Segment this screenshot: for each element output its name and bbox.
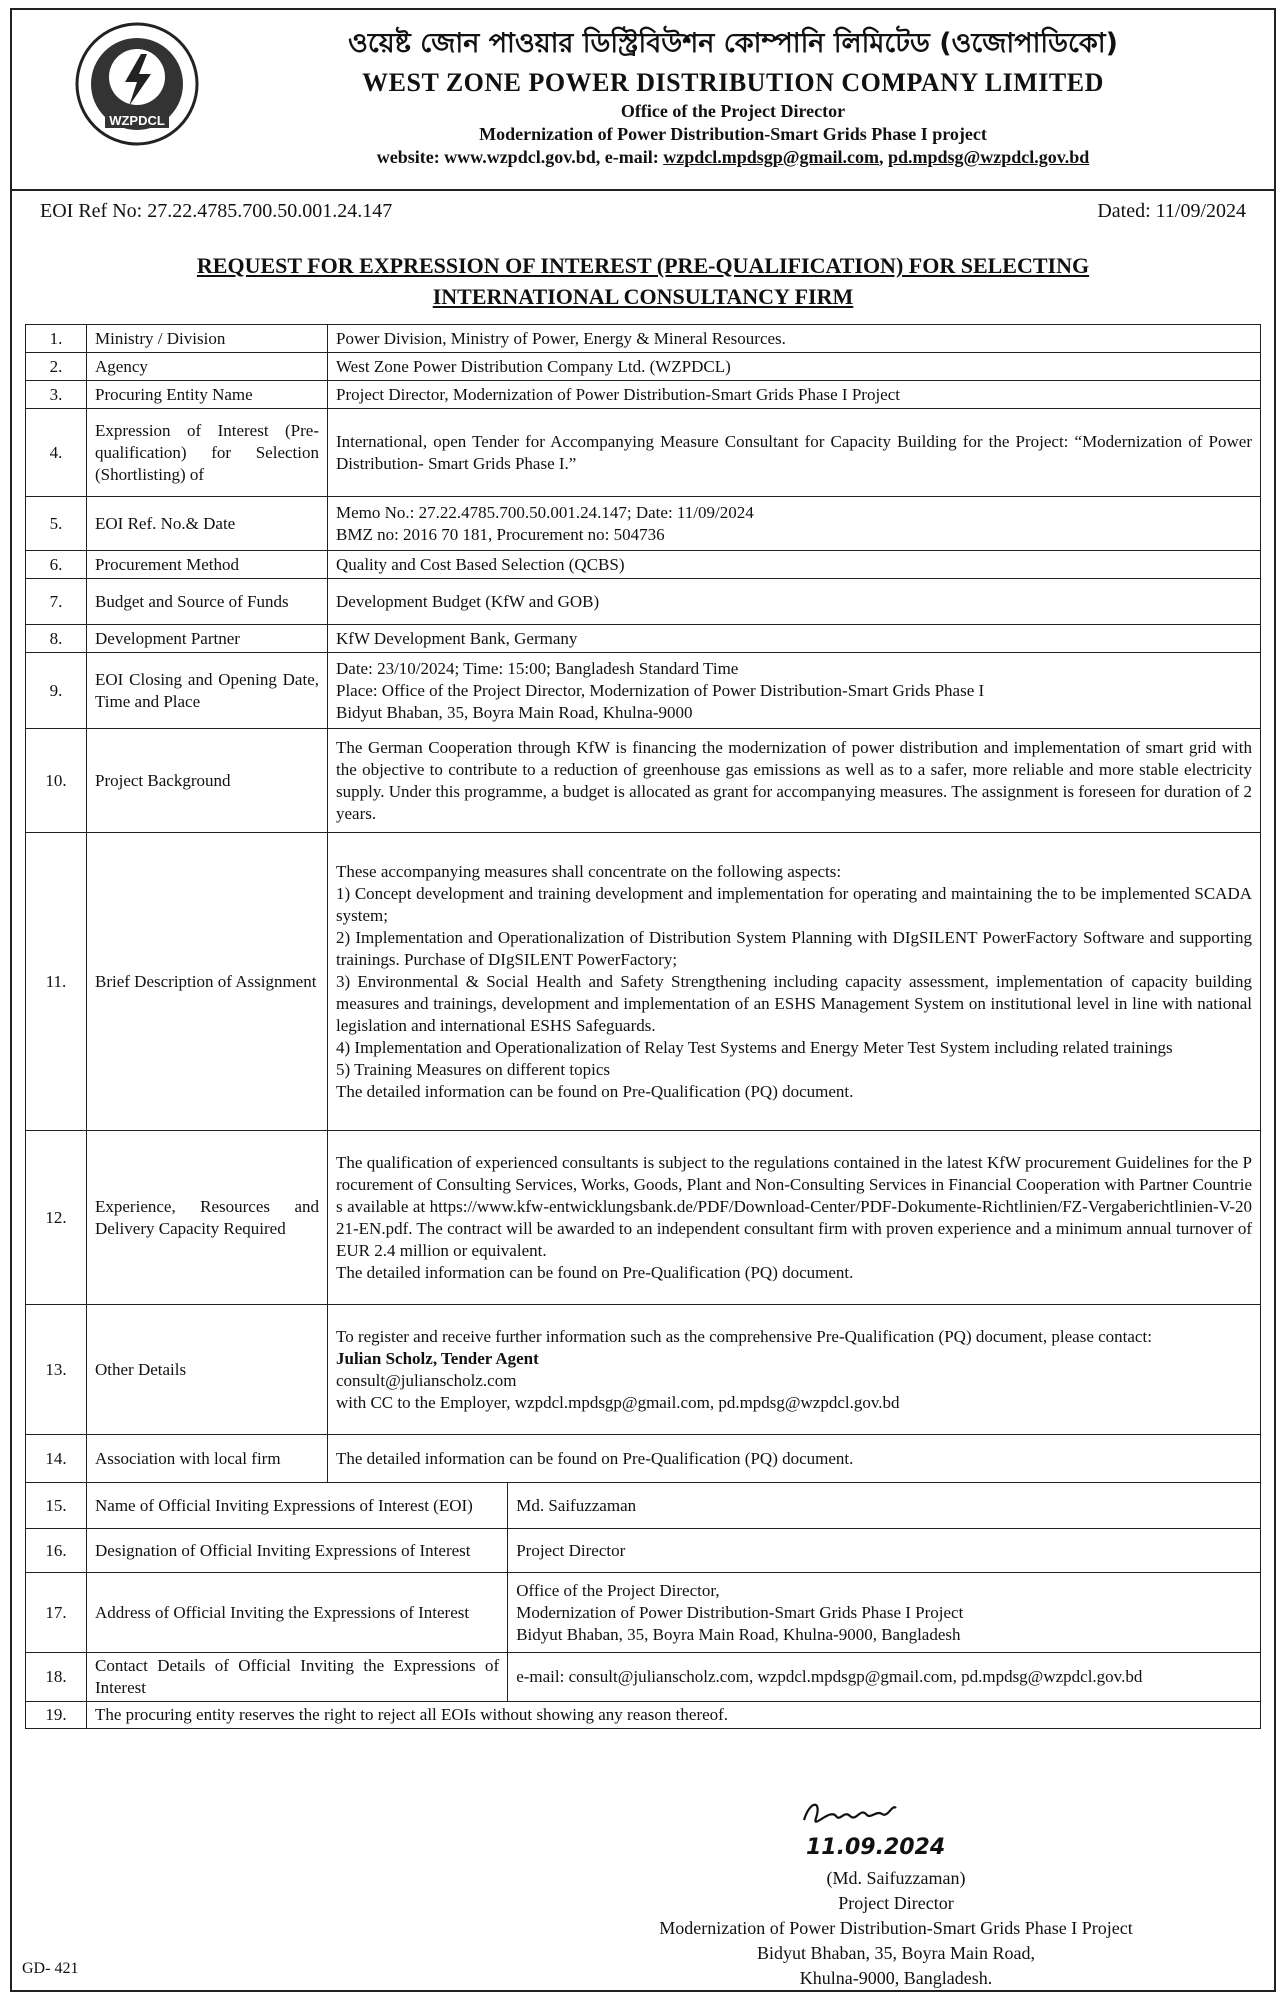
signature-date: 11.09.2024 <box>806 1835 946 1860</box>
row-value: Md. Saifuzzaman <box>508 1483 1261 1529</box>
official-address-2: Modernization of Power Distribution-Smart Grids Phase I Project <box>516 1602 964 1622</box>
row-label: Development Partner <box>87 625 328 653</box>
row-number: 12. <box>26 1131 87 1305</box>
signature-block <box>560 1866 1176 1991</box>
logo-text: WZPDCL <box>109 113 165 128</box>
row-number: 17. <box>26 1573 87 1653</box>
closing-date: Date: 23/10/2024; Time: 15:00; Bangladesh Standard Time <box>336 658 739 678</box>
cc-text: with CC to the Employer, wzpdcl.mpdsgp@gmail.com, pd.mpdsg@wzpdcl.gov.bd <box>336 1392 900 1412</box>
company-name: WEST ZONE POWER DISTRIBUTION COMPANY LIMITED <box>362 68 1104 97</box>
row-label: EOI Ref. No.& Date <box>87 497 328 551</box>
title-line-1: REQUEST FOR EXPRESSION OF INTEREST (PRE-QUALIFICATION) FOR SELECTING <box>196 253 1090 278</box>
row-label: Expression of Interest (Pre-qualification) for Selection (Shortlisting) of <box>87 409 328 497</box>
wzpdcl-logo-icon <box>75 22 199 146</box>
row-value: Development Budget (KfW and GOB) <box>328 579 1261 625</box>
table-row <box>26 579 1261 625</box>
row-value: International, open Tender for Accompanying Measure Consultant for Capacity Building for the Project: “Modernization of Power Distribution- Smart Grids Phase I.” <box>328 409 1261 497</box>
row-value <box>328 653 1261 729</box>
table-row <box>26 833 1261 1131</box>
row-label: Name of Official Inviting Expressions of Interest (EOI) <box>87 1483 508 1529</box>
signatory-address-1: Bidyut Bhaban, 35, Boyra Main Road, <box>757 1943 1035 1963</box>
document-title <box>60 250 1226 312</box>
row-label: Designation of Official Inviting Expressions of Interest <box>87 1529 508 1573</box>
row-label: Procuring Entity Name <box>87 381 328 409</box>
table-row <box>26 325 1261 353</box>
website-text: website: www.wzpdcl.gov.bd, e-mail: <box>376 147 664 167</box>
experience-note: The detailed information can be found on Pre-Qualification (PQ) document. <box>336 1262 854 1282</box>
assignment-item-2: 2) Implementation and Operationalization of Distribution System Planning with DIgSILENT PowerFactory Software and supporting trainings. Purchase of DIgSILENT PowerFactory; <box>336 927 1252 969</box>
table-row <box>26 625 1261 653</box>
closing-address: Bidyut Bhaban, 35, Boyra Main Road, Khulna-9000 <box>336 702 693 722</box>
row-value: Project Director <box>508 1529 1261 1573</box>
register-text: To register and receive further information such as the comprehensive Pre-Qualification (PQ) document, please contact: <box>336 1326 1152 1346</box>
eoi-ref-no: EOI Ref No: 27.22.4785.700.50.001.24.147 <box>40 200 393 222</box>
table-row <box>26 1573 1261 1653</box>
row-number: 16. <box>26 1529 87 1573</box>
row-value: West Zone Power Distribution Company Ltd. (WZPDCL) <box>328 353 1261 381</box>
assignment-note: The detailed information can be found on Pre-Qualification (PQ) document. <box>336 1081 854 1101</box>
row-value: Quality and Cost Based Selection (QCBS) <box>328 551 1261 579</box>
reference-line <box>40 200 1246 223</box>
row-label: Other Details <box>87 1305 328 1435</box>
row-value: e-mail: consult@julianscholz.com, wzpdcl.mpdsgp@gmail.com, pd.mpdsg@wzpdcl.gov.bd <box>508 1653 1261 1702</box>
row-label: Address of Official Inviting the Expressions of Interest <box>87 1573 508 1653</box>
row-number: 10. <box>26 729 87 833</box>
assignment-item-3: 3) Environmental & Social Health and Safety Strengthening including capacity assessment, implementation of capacity building measures and trainings, development and implementation of an ESHS Management System on institutional level in line with national legislation and international ESHS Safeguards. <box>336 971 1252 1035</box>
row-value: The German Cooperation through KfW is financing the modernization of power distribution and implementation of smart grid with the objective to contribute to a reduction of greenhouse gas emissions as well as to a safer, more reliable and more stable electricity supply. Under this programme, a budget is allocated as grant for accompanying measures. The assignment is foreseen for duration of 2 years. <box>328 729 1261 833</box>
row-label: Procurement Method <box>87 551 328 579</box>
table-row <box>26 1305 1261 1435</box>
email-link-2[interactable]: pd.mpdsg@wzpdcl.gov.bd <box>887 147 1090 167</box>
table-row <box>26 551 1261 579</box>
project-title: Modernization of Power Distribution-Smart Grids Phase I project <box>479 124 987 144</box>
row-label: Project Background <box>87 729 328 833</box>
assignment-intro: These accompanying measures shall concentrate on the following aspects: <box>336 861 842 881</box>
dated: Dated: 11/09/2024 <box>1097 200 1246 222</box>
table-row <box>26 409 1261 497</box>
table-row <box>26 1529 1261 1573</box>
row-number: 15. <box>26 1483 87 1529</box>
bangla-title: ওয়েষ্ট জোন পাওয়ার ডিস্ট্রিবিউশন কোম্পানি লিমিটেড (ওজোপাডিকো) <box>348 28 1118 59</box>
assignment-item-5: 5) Training Measures on different topics <box>336 1059 611 1079</box>
signatory-name: (Md. Saifuzzaman) <box>826 1868 966 1888</box>
row-number: 3. <box>26 381 87 409</box>
row-value <box>328 497 1261 551</box>
table-row <box>26 381 1261 409</box>
row-number: 13. <box>26 1305 87 1435</box>
table-row <box>26 353 1261 381</box>
email-link-1[interactable]: wzpdcl.mpdsgp@gmail.com <box>663 147 879 167</box>
experience-text: The qualification of experienced consultants is subject to the regulations contained in the latest KfW procurement Guidelines for the Procurement of Consulting Services, Works, Goods, Plant and Non-Consulting Services in Financial Cooperation with Partner Countries available at https://www.kfw-entwicklungsbank.de/PDF/Download-Center/PDF-Dokumente-Richtlinien/FZ-Vergaberichtlinien-V-2021-EN.pdf. The contract will be awarded to an independent consultant firm with proven experience and a minimum annual turnover of EUR 2.4 million or equivalent. <box>336 1152 1252 1260</box>
email-separator: , <box>878 147 888 167</box>
assignment-item-4: 4) Implementation and Operationalization of Relay Test Systems and Energy Meter Test System including related trainings <box>336 1037 1173 1057</box>
eoi-table <box>25 324 1261 1729</box>
row-value: Project Director, Modernization of Power Distribution-Smart Grids Phase I Project <box>328 381 1261 409</box>
office-title: Office of the Project Director <box>620 101 846 121</box>
row-label: Agency <box>87 353 328 381</box>
row-number: 5. <box>26 497 87 551</box>
closing-place: Place: Office of the Project Director, Modernization of Power Distribution-Smart Grids Phase I <box>336 680 985 700</box>
assignment-item-1: 1) Concept development and training development and implementation for operating and maintaining the to be implemented SCADA system; <box>336 883 1252 925</box>
row-number: 9. <box>26 653 87 729</box>
row-label: Contact Details of Official Inviting the Expressions of Interest <box>87 1653 508 1702</box>
row-value: Power Division, Ministry of Power, Energy & Mineral Resources. <box>328 325 1261 353</box>
memo-no: Memo No.: 27.22.4785.700.50.001.24.147; Date: 11/09/2024 <box>336 502 754 522</box>
table-row <box>26 1131 1261 1305</box>
row-label: Brief Description of Assignment <box>87 833 328 1131</box>
tender-agent-email: consult@julianscholz.com <box>336 1370 517 1390</box>
signatory-designation: Project Director <box>838 1893 954 1913</box>
row-value <box>328 1305 1261 1435</box>
table-row <box>26 1653 1261 1702</box>
row-label: Budget and Source of Funds <box>87 579 328 625</box>
row-value <box>508 1573 1261 1653</box>
row-number: 19. <box>26 1702 87 1729</box>
signatory-address-2: Khulna-9000, Bangladesh. <box>799 1968 993 1988</box>
row-label: EOI Closing and Opening Date, Time and Place <box>87 653 328 729</box>
row-number: 7. <box>26 579 87 625</box>
signature-icon <box>800 1790 946 1862</box>
row-label: Experience, Resources and Delivery Capacity Required <box>87 1131 328 1305</box>
table-row <box>26 1483 1261 1529</box>
row-value: KfW Development Bank, Germany <box>328 625 1261 653</box>
table-row <box>26 729 1261 833</box>
row-value: The detailed information can be found on Pre-Qualification (PQ) document. <box>328 1435 1261 1483</box>
table-row <box>26 1435 1261 1483</box>
row-number: 1. <box>26 325 87 353</box>
bmz-no: BMZ no: 2016 70 181, Procurement no: 504736 <box>336 524 665 544</box>
official-address-3: Bidyut Bhaban, 35, Boyra Main Road, Khulna-9000, Bangladesh <box>516 1624 961 1644</box>
table-row <box>26 653 1261 729</box>
title-line-2: INTERNATIONAL CONSULTANCY FIRM <box>432 284 854 309</box>
row-number: 6. <box>26 551 87 579</box>
row-number: 14. <box>26 1435 87 1483</box>
table-row <box>26 1702 1261 1729</box>
tender-agent-name: Julian Scholz, Tender Agent <box>336 1348 539 1368</box>
table-row <box>26 497 1261 551</box>
signatory-project: Modernization of Power Distribution-Smart Grids Phase I Project <box>659 1918 1133 1938</box>
row-label: Association with local firm <box>87 1435 328 1483</box>
row-label: Ministry / Division <box>87 325 328 353</box>
row-number: 2. <box>26 353 87 381</box>
row-number: 18. <box>26 1653 87 1702</box>
row-number: 4. <box>26 409 87 497</box>
row-value <box>328 833 1261 1131</box>
official-address-1: Office of the Project Director, <box>516 1580 720 1600</box>
letterhead <box>10 8 1276 191</box>
document-code: GD- 421 <box>22 1960 79 1977</box>
row-value <box>328 1131 1261 1305</box>
row-value: The procuring entity reserves the right to reject all EOIs without showing any reason thereof. <box>87 1702 1261 1729</box>
row-number: 8. <box>26 625 87 653</box>
row-number: 11. <box>26 833 87 1131</box>
contact-line <box>210 146 1256 169</box>
